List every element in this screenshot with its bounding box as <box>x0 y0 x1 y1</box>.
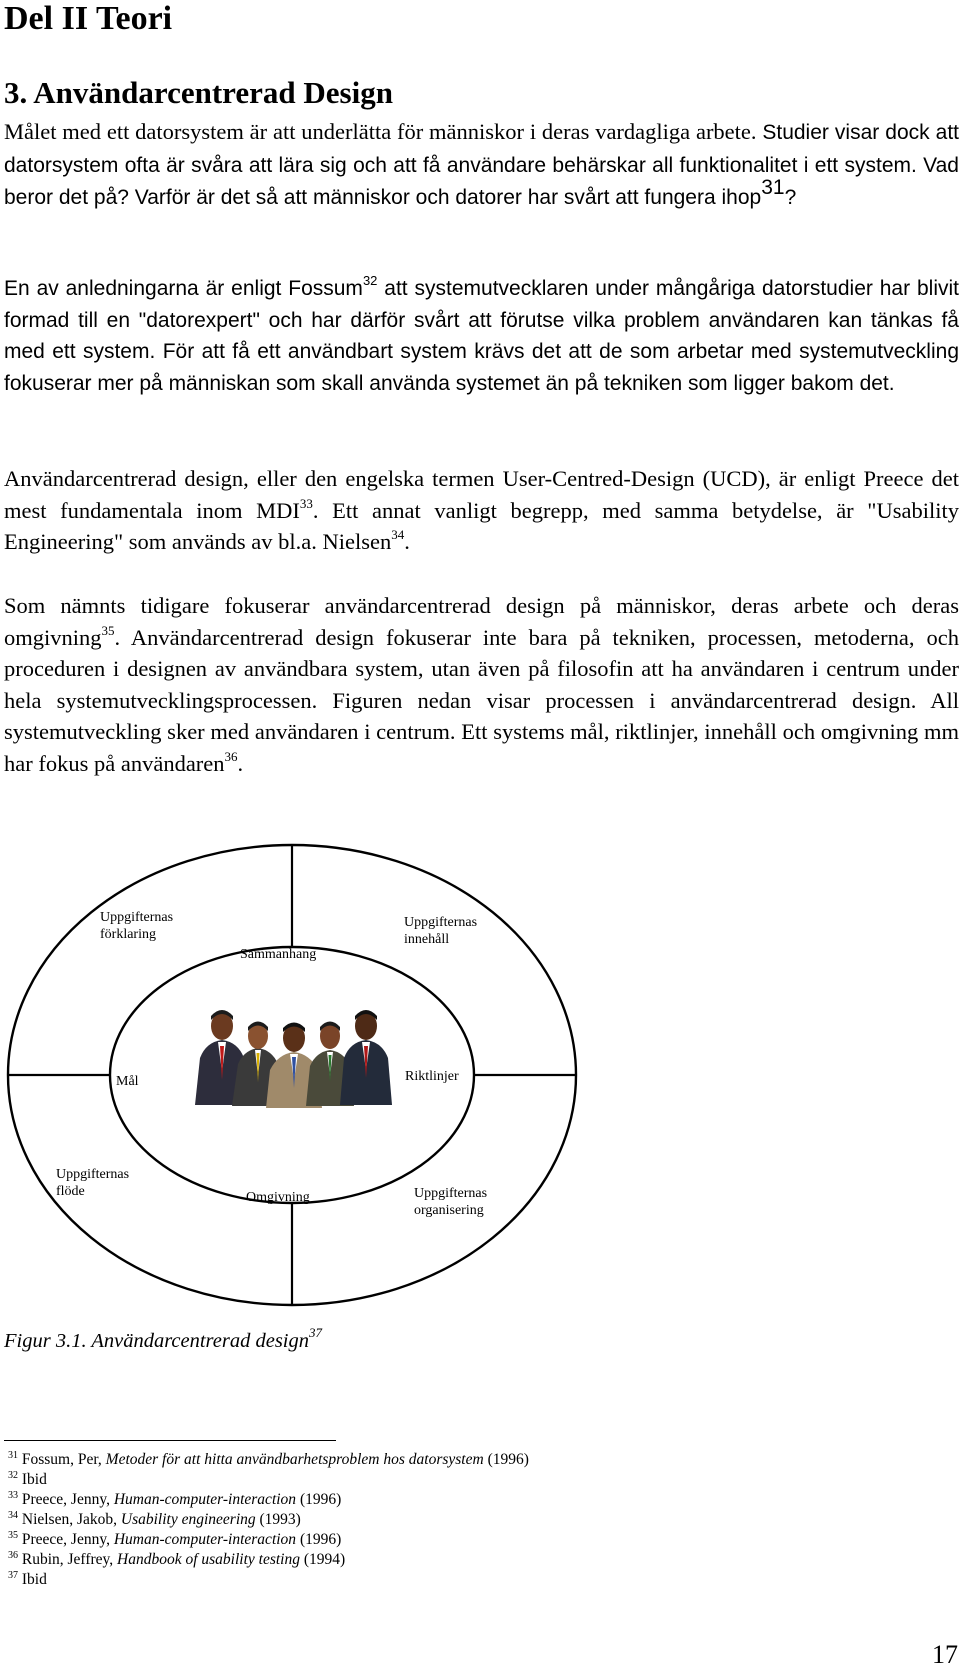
footnote-author: Ibid <box>21 1471 47 1488</box>
paragraph-4-text-c: . <box>237 750 244 776</box>
footnote-title: Metoder för att hitta användbarhetsproblem hos datorsystem <box>105 1451 484 1468</box>
footnote-title: Human-computer-interaction <box>113 1531 297 1548</box>
footnote-separator <box>4 1440 336 1441</box>
footnote-ref: 35 <box>101 622 115 638</box>
footnote-author: Nielsen, Jakob, <box>21 1511 121 1528</box>
paragraph-3 <box>4 463 959 558</box>
figure-caption-text: Figur 3.1. Användarcentrerad design <box>4 1330 309 1352</box>
person-5 <box>340 1010 392 1105</box>
paragraph-2 <box>4 273 959 399</box>
footnote-number: 36 <box>8 1550 18 1561</box>
footnote-ref: 32 <box>362 273 378 288</box>
footnote-ref: 33 <box>299 495 313 511</box>
label-uppgifternas-innehall-1: Uppgifternas <box>404 915 478 930</box>
people-illustration <box>195 1010 392 1108</box>
footnote-34 <box>8 1510 529 1530</box>
paragraph-3-text-a: Användarcentrerad design, eller den engelska termen User-Centred-Design (UCD), är enligt Preece det mest fundamentala inom MDI <box>4 466 959 523</box>
footnote-ref: 31 <box>761 176 785 199</box>
label-sammanhang: Sammanhang <box>240 947 317 962</box>
footnote-number: 35 <box>8 1530 18 1541</box>
label-uppgifternas-organisering-1: Uppgifternas <box>414 1186 488 1201</box>
footnote-ref: 34 <box>391 527 405 542</box>
label-uppgifternas-forklaring-2: förklaring <box>100 927 156 942</box>
footnote-number: 31 <box>8 1450 18 1461</box>
paragraph-2-text-b: att systemutvecklaren under mångåriga datorstudier har blivit formad till en "datorexpert" och har därför svårt att förutse vilka problem användaren kan tänkas få med ett system. För att få ett användbart system krävs det att de som arbetar med systemutveckling fokuserar mer på människan som skall använda systemet än på tekniken som ligger bakom det. <box>4 277 959 395</box>
paragraph-4-text-a: Som nämnts tidigare fokuserar användarcentrerad design på människor, deras arbete och deras omgivning <box>4 593 959 650</box>
footnote-author: Preece, Jenny, <box>21 1491 114 1508</box>
label-uppgifternas-organisering-2: organisering <box>414 1203 484 1218</box>
page-number: 17 <box>932 1640 958 1669</box>
label-riktlinjer: Riktlinjer <box>405 1069 459 1084</box>
footnote-author: Preece, Jenny, <box>21 1531 114 1548</box>
footnote-number: 32 <box>8 1470 18 1481</box>
paragraph-1-tail: ? <box>784 186 797 209</box>
footnote-32 <box>8 1470 529 1490</box>
footnote-37 <box>8 1570 529 1590</box>
figure-caption <box>4 1325 322 1353</box>
label-omgivning: Omgivning <box>246 1190 310 1205</box>
ucd-diagram <box>0 840 960 1320</box>
footnote-year: (1993) <box>255 1511 301 1528</box>
footnote-33 <box>8 1490 529 1510</box>
paragraph-2-text-a: En av anledningarna är enligt Fossum <box>4 277 363 300</box>
label-mal: Mål <box>116 1074 139 1089</box>
paragraph-1-lead: Målet med ett datorsystem är att underlätta för människor i deras vardagliga arbete. <box>4 119 757 144</box>
footnote-number: 34 <box>8 1510 18 1521</box>
paragraph-1 <box>4 116 959 214</box>
footnote-title: Human-computer-interaction <box>113 1491 297 1508</box>
paragraph-3-text-c: . <box>404 529 410 554</box>
footnote-ref: 36 <box>224 748 238 764</box>
footnotes <box>4 1450 529 1590</box>
footnote-author: Rubin, Jeffrey, <box>21 1551 118 1568</box>
footnote-year: (1994) <box>300 1551 346 1568</box>
footnote-31 <box>8 1450 529 1470</box>
paragraph-3-text-b: . Ett annat vanligt begrepp, med samma betydelse, är "Usability Engineering" som används av bl.a. Nielsen <box>4 497 959 554</box>
part-heading: Del II Teori <box>4 0 173 37</box>
footnote-year: (1996) <box>296 1531 342 1548</box>
chapter-heading: 3. Användarcentrerad Design <box>4 75 393 110</box>
paragraph-4 <box>4 590 959 779</box>
footnote-35 <box>8 1530 529 1550</box>
footnote-number: 33 <box>8 1490 18 1501</box>
label-uppgifternas-forklaring-1: Uppgifternas <box>100 910 174 925</box>
label-uppgifternas-innehall-2: innehåll <box>404 932 450 947</box>
footnote-title: Handbook of usability testing <box>117 1551 300 1568</box>
paragraph-4-text-b: . Användarcentrerad design fokuserar inte bara på tekniken, processen, metoderna, och proceduren i designen av användbara system, utan även på filosofin att ha användaren i centrum under hela systemutvecklingsprocessen. Figuren nedan visar processen i användarcentrerad design. All systemutveckling sker med användaren i centrum. Ett systems mål, riktlinjer, innehåll och omgivning mm har fokus på användaren <box>4 624 959 776</box>
label-uppgifternas-flode-1: Uppgifternas <box>56 1167 130 1182</box>
footnote-36 <box>8 1550 529 1570</box>
footnote-author: Ibid <box>21 1571 47 1588</box>
footnote-year: (1996) <box>483 1451 529 1468</box>
footnote-title: Usability engineering <box>120 1511 256 1528</box>
footnote-year: (1996) <box>296 1491 342 1508</box>
footnote-ref: 37 <box>309 1325 322 1340</box>
footnote-author: Fossum, Per, <box>21 1451 106 1468</box>
paragraph-1-body: Studier visar dock att datorsystem ofta är svåra att lära sig och att få användare behärskar all funktionalitet i ett system. Vad beror det på? Varför är det så att människor och datorer har svårt att fungera ihop <box>4 121 959 209</box>
label-uppgifternas-flode-2: flöde <box>56 1184 85 1199</box>
footnote-number: 37 <box>8 1570 18 1581</box>
